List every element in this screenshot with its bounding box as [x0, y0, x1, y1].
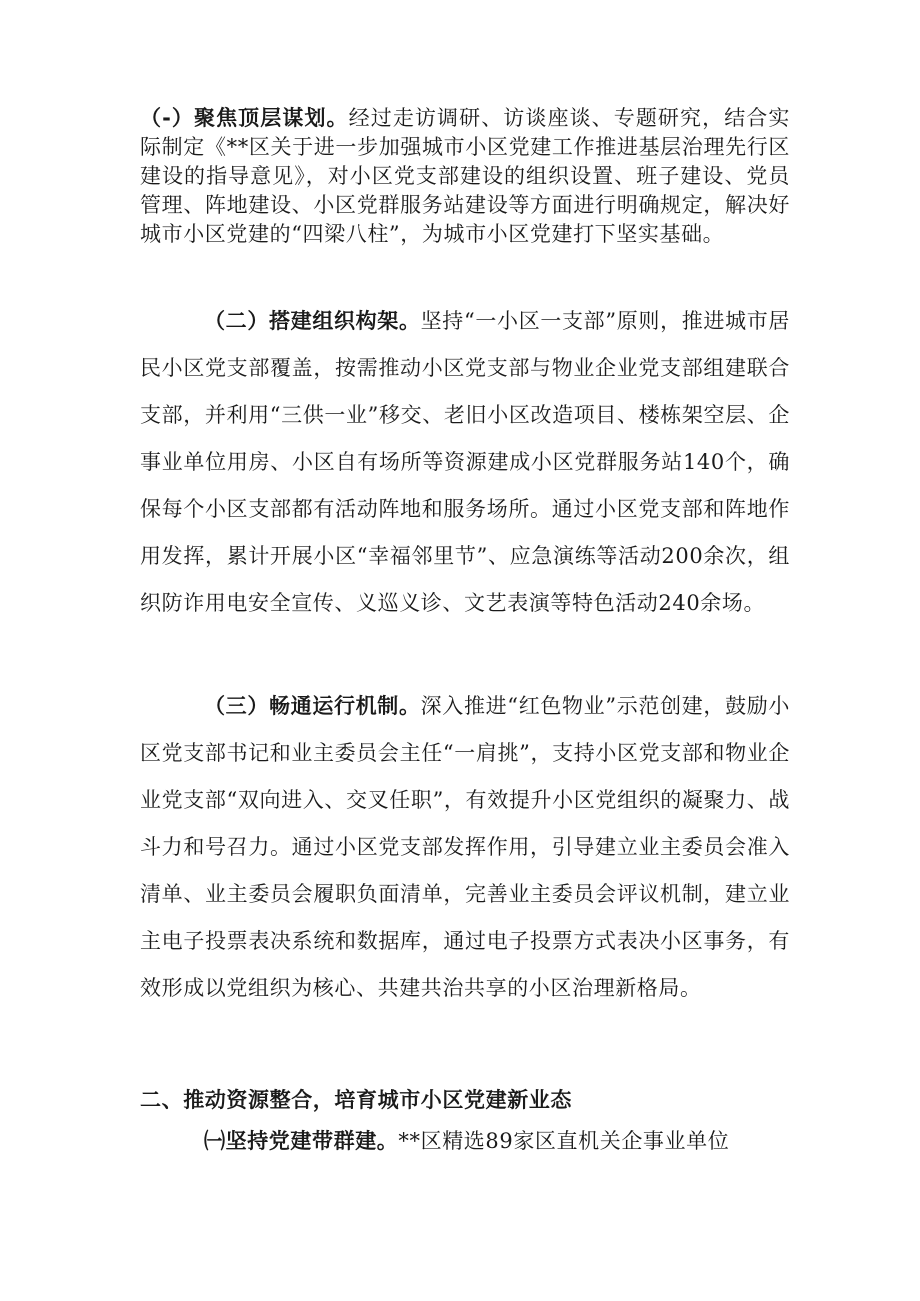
paragraph-body: 经过走访调研、访谈座谈、专题研究，结合实际制定《**区关于进一步加强城市小区党建工作推进基层治理先行区建设的指导意见》，对小区党支部建设的组织设置、班子建设、党员管理、阵地建设、小区党群服务站建设等方面进行明确规定，解决好城市小区党建的“四梁八柱”，为城市小区党建打下坚实基础。: [140, 106, 790, 246]
paragraph-body: **区精选89家区直机关企事业单位: [398, 1129, 730, 1153]
paragraph-heading: （三）畅通运行机制。: [204, 694, 421, 718]
paragraph-body: 坚持“一小区一支部”原则，推进城市居民小区党支部覆盖，按需推动小区党支部与物业企业党支部组建联合支部，并利用“三供一业”移交、老旧小区改造项目、楼栋架空层、企事业单位用房、小区自有场所等资源建成小区党群服务站140个，确保每个小区支部都有活动阵地和服务场所。通过小区党支部和阵地作用发挥，累计开展小区“幸福邻里节”、应急演练等活动200余次，组织防诈用电安全宣传、义巡义诊、文艺表演等特色活动240余场。: [140, 309, 790, 615]
paragraph-heading: （-）聚焦顶层谋划。: [140, 106, 349, 130]
paragraph-heading: ㈠坚持党建带群建。: [204, 1129, 399, 1153]
paragraph-focus-top-level-planning: [140, 104, 790, 249]
section-heading: 二、推动资源整合，培育城市小区党建新业态: [140, 1088, 572, 1112]
paragraph-build-organization-structure: [140, 298, 790, 627]
paragraph-smooth-operation-mechanism: [140, 683, 790, 1012]
paragraph-heading: （二）搭建组织构架。: [204, 309, 421, 333]
paragraph-body: 深入推进“红色物业”示范创建，鼓励小区党支部书记和业主委员会主任“一肩挑”，支持小区党支部和物业企业党支部“双向进入、交叉任职”，有效提升小区党组织的凝聚力、战斗力和号召力。通过小区党支部发挥作用，引导建立业主委员会准入清单、业主委员会履职负面清单，完善业主委员会评议机制，建立业主电子投票表决系统和数据库，通过电子投票方式表决小区事务，有效形成以党组织为核心、共建共治共享的小区治理新格局。: [140, 694, 790, 1000]
paragraph-party-building-leads-mass-building: [140, 1118, 790, 1165]
